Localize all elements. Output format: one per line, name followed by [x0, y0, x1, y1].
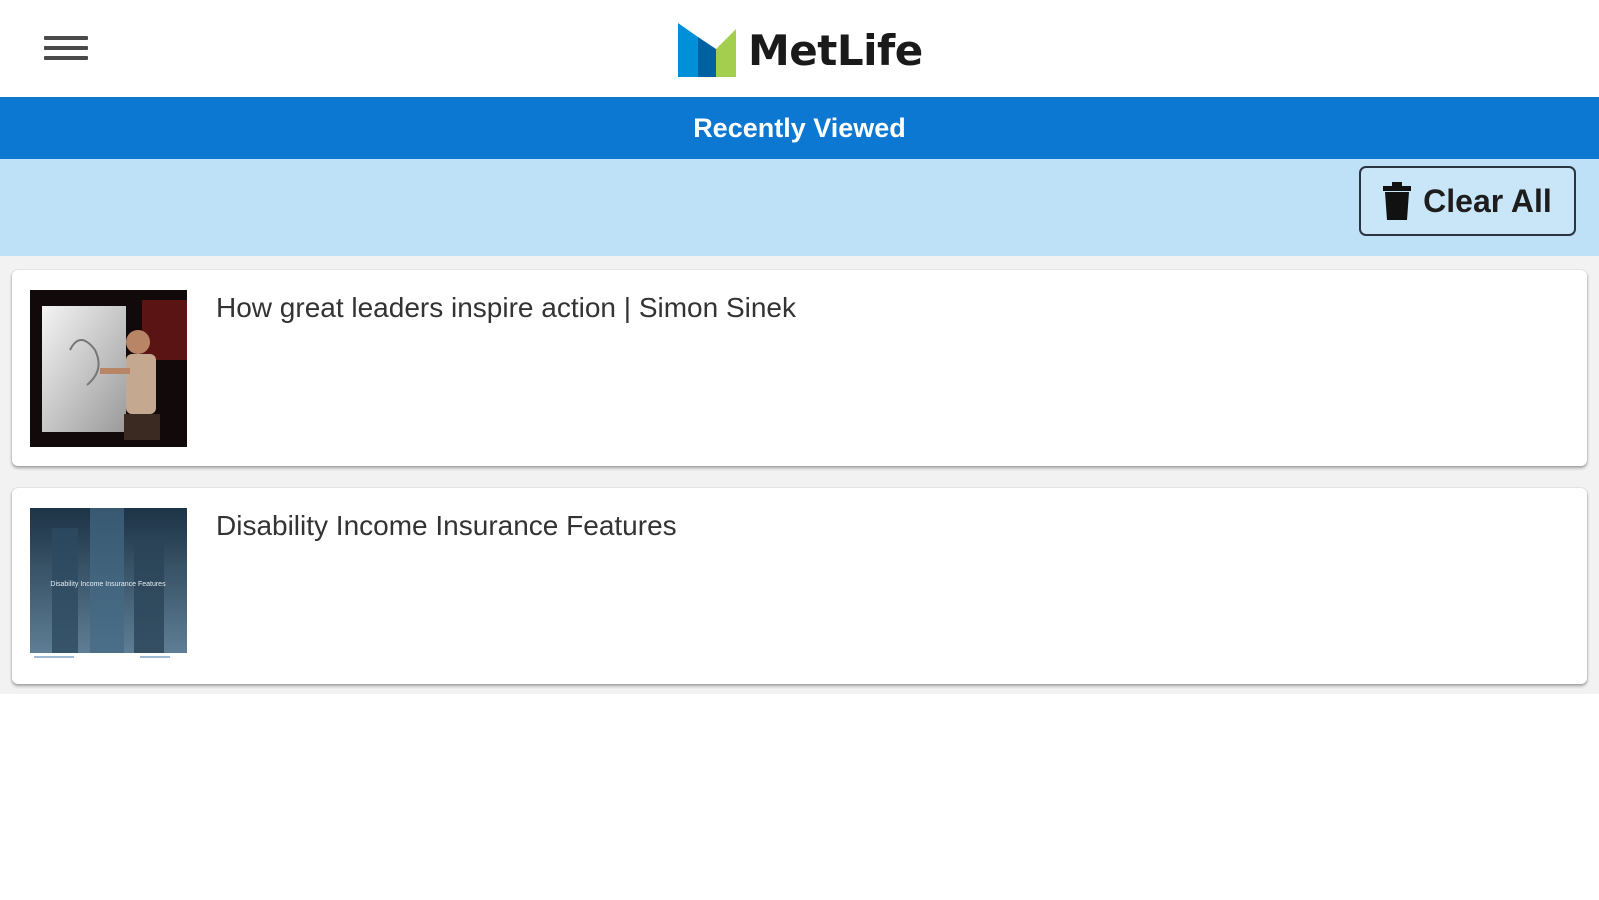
clear-all-button[interactable] — [1359, 166, 1576, 236]
city-buildings-thumbnail — [30, 508, 187, 665]
clear-all-label: Clear All — [1423, 182, 1552, 219]
thumbnail-overlay-text: Disability Income Insurance Features — [50, 581, 166, 588]
thumbnail-image — [30, 508, 187, 665]
menu-bar — [44, 36, 88, 40]
list-item-title: How great leaders inspire action | Simon Sinek — [216, 292, 797, 323]
metlife-logo-icon — [678, 23, 736, 77]
thumbnail-image — [30, 290, 187, 447]
list-item[interactable] — [12, 270, 1587, 466]
logo-text: MetLife — [748, 25, 923, 75]
metlife-logo — [678, 22, 923, 78]
menu-bar — [44, 56, 88, 60]
title-bar — [0, 97, 1599, 159]
hamburger-menu-icon[interactable] — [38, 28, 94, 68]
list-item[interactable] — [12, 488, 1587, 684]
app-header — [0, 0, 1599, 97]
menu-bar — [44, 46, 88, 50]
trash-icon — [1383, 182, 1411, 220]
list-item-title: Disability Income Insurance Features — [216, 510, 677, 541]
speaker-at-flipchart-thumbnail — [30, 290, 187, 447]
page-title: Recently Viewed — [693, 112, 906, 143]
